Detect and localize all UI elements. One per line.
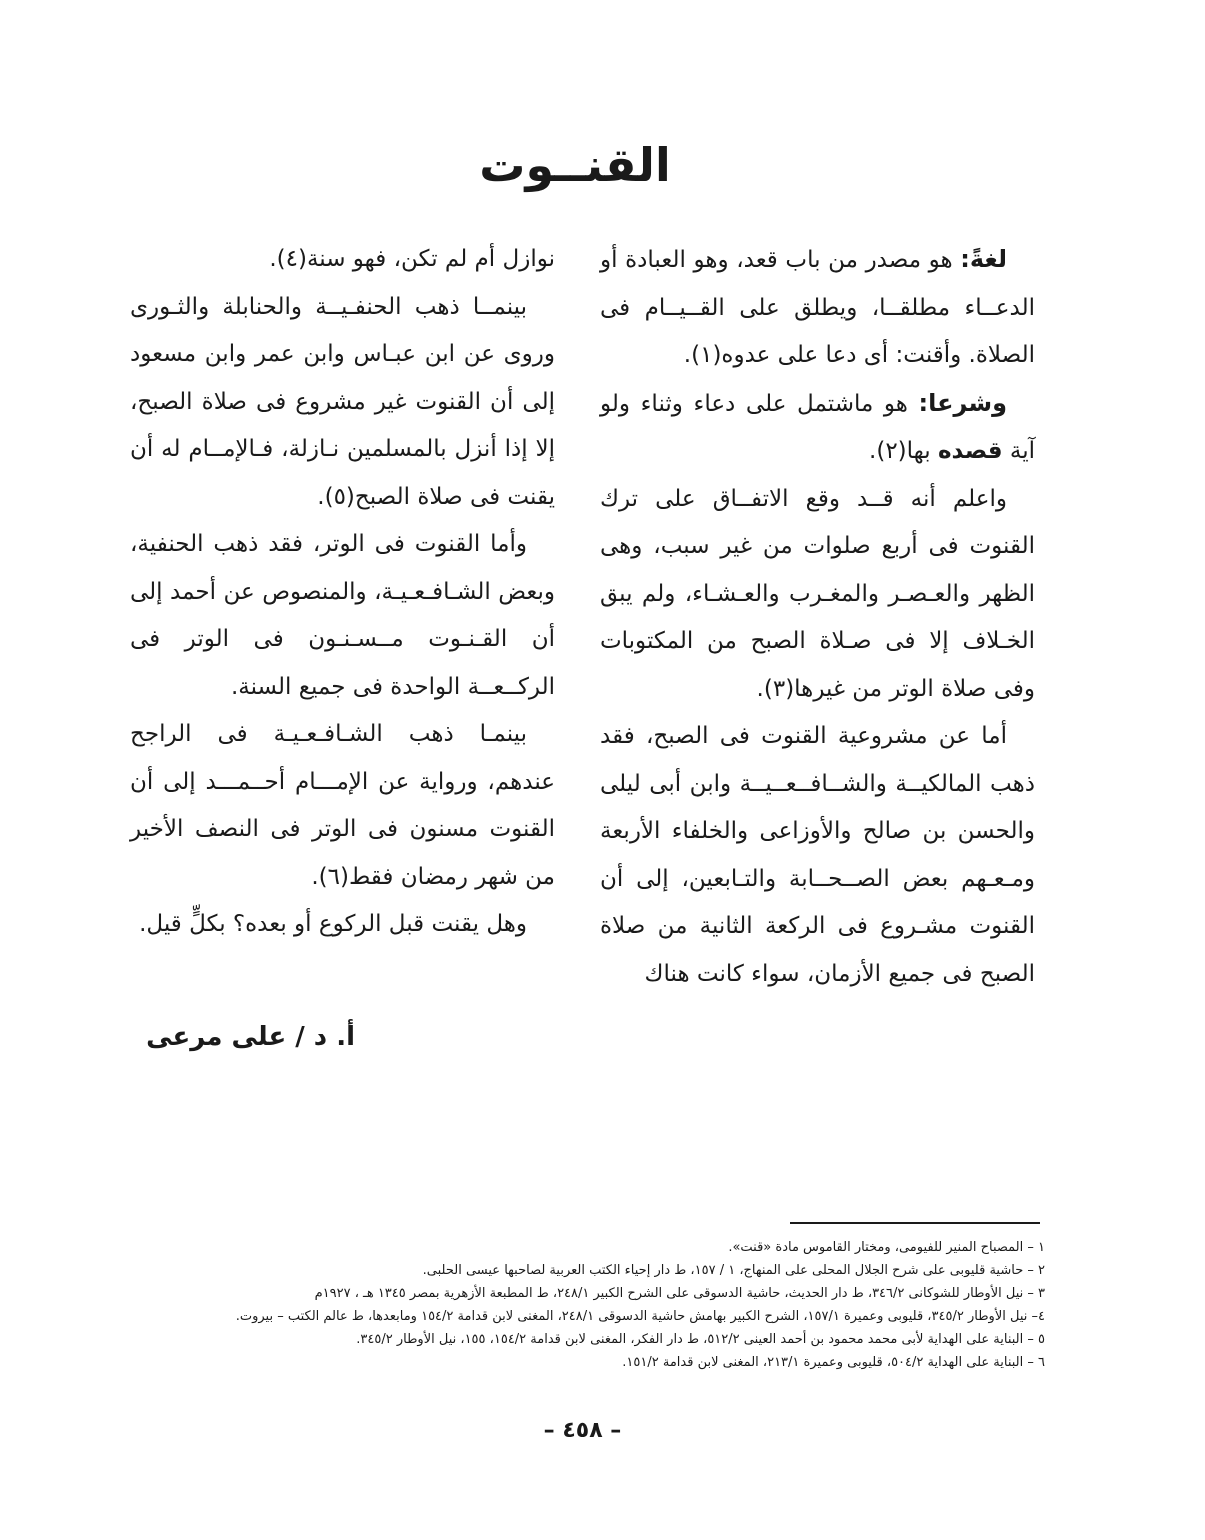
paragraph-lugha xyxy=(600,236,1035,380)
footnote-item: ٢ – حاشية قليوبى على شرح الجلال المحلى على المنهاج، ١ / ١٥٧، ط دار إحياء الكتب العربية لصاحبها عيسى الحلبى. xyxy=(422,1263,1045,1278)
page-title: القنــوت xyxy=(479,138,671,192)
term-sharan: وشرعا: xyxy=(918,388,1007,417)
page-number: – ٤٥٨ – xyxy=(543,1418,622,1443)
right-column xyxy=(600,236,1035,998)
paragraph-text: هو مصدر من باب قعد، وهو العبادة أو الدعــاء مطلقــا، ويطلق على القــيــام فى الصلاة. وأقنت: أى دعا على عدوه(١). xyxy=(600,247,1035,368)
footnote-item: ١ – المصباح المنير للفيومى، ومختار القاموس مادة «قنت». xyxy=(728,1240,1045,1255)
footnote-item: ٦ – البناية على الهداية ٥٠٤/٢، قليوبى وعميرة ٢١٣/١، المغنى لابن قدامة ١٥١/٢. xyxy=(622,1355,1045,1370)
bold-word: قصده xyxy=(937,438,1003,464)
footnotes xyxy=(140,1236,1045,1374)
footnote-item: ٣ – نيل الأوطار للشوكانى ٣٤٦/٢، ط دار الحديث، حاشية الدسوقى على الشرح الكبير ٢٤٨/١، ط المطبعة الأزهرية بمصر ١٣٤٥ هـ ، ١٩٢٧م xyxy=(314,1286,1045,1301)
paragraph: بينمـا ذهب الشـافـعـيـة فى الراجح عندهم، ورواية عن الإمـــام أحــمـــد إلى أن القنوت مسنون فى الوتر فى النصف الأخير من شهر رمضان فقط(٦). xyxy=(130,721,555,890)
paragraph: نوازل أم لم تكن، فهو سنة(٤). xyxy=(269,246,555,272)
footnote-divider xyxy=(790,1222,1040,1224)
paragraph-sharan xyxy=(600,380,1035,476)
paragraph: بينمــا ذهب الحنفـيــة والحنابلة والثـورى وروى عن ابن عبـاس وابن عمر وابن مسعود إلى أن القنوت غير مشروع فى صلاة الصبح، إلا إذا أنزل بالمسلمين نـازلة، فـالإمــام له أن يقنت فى صلاة الصبح(٥). xyxy=(130,293,555,510)
paragraph: وأما القنوت فى الوتر، فقد ذهب الحنفية، وبعض الشـافـعـيـة، والمنصوص عن أحمد إلى أن القـنـوت مــسـنـون فى الوتر فى الركــعــة الواحدة فى جميع السنة. xyxy=(130,531,555,700)
paragraph-text: هو ماشتمل على دعاء وثناء ولو آية xyxy=(600,390,1035,464)
footnote-item: ٥ – البناية على الهداية لأبى محمد محمود بن أحمد العينى ٥١٢/٢، ط دار الفكر، المغنى لابن قدامة ١٥٤/٢، ١٥٥، نيل الأوطار ٣٤٥/٢. xyxy=(356,1332,1045,1347)
paragraph: وهل يقنت قبل الركوع أو بعده؟ بكلٍّ قيل. xyxy=(139,911,527,937)
paragraph: أما عن مشروعية القنوت فى الصبح، فقد ذهب المالكيــة والشــافــعــيــة وابن أبى ليلى والحسن بن صالح والأوزاعى والخلفاء الأربعة ومـعـهم بعض الصــحــابة والتـابعين، إلى أن القنوت مشـروع فى الركعة الثانية من صلاة الصبح فى جميع الأزمان، سواء كانت هناك xyxy=(600,723,1035,987)
author-signature: أ. د / على مرعى xyxy=(146,1022,355,1052)
paragraph-text: بها(٢). xyxy=(869,438,938,464)
left-column xyxy=(130,236,555,949)
term-lugha: لغةً: xyxy=(960,245,1007,273)
footnote-item: ٤– نيل الأوطار ٣٤٥/٢، قليوبى وعميرة ١٥٧/١، الشرح الكبير بهامش حاشية الدسوقى ٢٤٨/١، المغنى لابن قدامة ١٥٤/٢ ومابعدها، ط عالم الكتب – بيروت. xyxy=(235,1309,1045,1324)
paragraph: واعلم أنه قــد وقع الاتفــاق على ترك القنوت فى أربع صلوات من غير سبب، وهى الظهر والعـصـر والمغـرب والعـشـاء، ولم يبق الخـلاف إلا فى صـلاة الصبح من المكتوبات وفى صلاة الوتر من غيرها(٣). xyxy=(600,485,1035,702)
